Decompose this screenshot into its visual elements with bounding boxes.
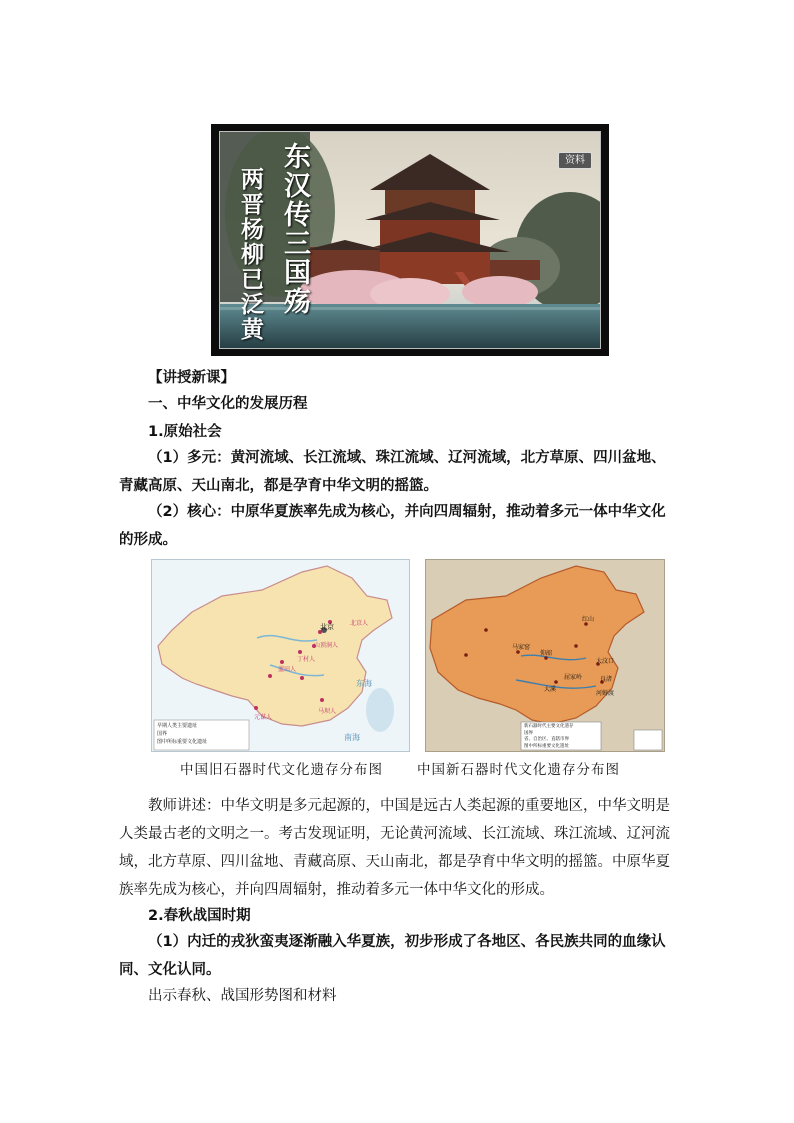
- subheading-2: 2.春秋战国时期: [148, 908, 251, 924]
- paleolithic-map: [151, 559, 410, 752]
- show-materials: 出示春秋、战国形势图和材料: [148, 988, 337, 1004]
- label-yangshao: 仰韶: [540, 650, 553, 657]
- label-daxi: 大溪: [544, 686, 557, 693]
- legend-item: 新石器时代主要文化遗存: [524, 724, 574, 729]
- point-3: （1）内迁的戎狄蛮夷逐渐融入华夏族，初步形成了各地区、各民族共同的血缘认同、文化认同。: [119, 934, 666, 978]
- heading-1: 一、中华文化的发展历程: [148, 396, 308, 412]
- legend-item: 图中所标重要文化遗址: [157, 739, 208, 745]
- label-majiayao: 马家窑: [512, 644, 531, 651]
- source-badge: 资料: [558, 152, 592, 169]
- label-ren-a: 北京人: [350, 620, 369, 627]
- map1-caption: 中国旧石器时代文化遗存分布图: [180, 762, 383, 778]
- point-2: （2）核心：中原华夏族率先成为核心，并向四周辐射，推动着多元一体中华文化的形成。: [119, 504, 666, 548]
- label-sea-east: 东海: [356, 679, 372, 688]
- subheading-1: 1.原始社会: [148, 424, 222, 440]
- label-hongshan: 红山: [582, 616, 595, 623]
- poem-line-1: 东汉传三国殇: [279, 142, 310, 316]
- map2-caption: 中国新石器时代文化遗存分布图: [417, 762, 620, 778]
- teacher-talk: 教师讲述：中华文明是多元起源的，中国是远古人类起源的重要地区，中华文明是人类最古老的文明之一。考古发现证明，无论黄河流域、长江流域、珠江流域、辽河流域，北方草原、四川盆地、青藏高原、天山南北，都是孕育中华文明的摇篮。中原华夏族率先成为核心，并向四周辐射，推动着多元一体中华文化的形成。: [119, 798, 670, 898]
- label-ren-b: 山顶洞人: [314, 642, 339, 649]
- neolithic-map: [425, 559, 665, 752]
- label-liangzhu: 良渚: [600, 676, 613, 683]
- legend-item: 早期人类主要遗址: [157, 723, 198, 729]
- label-ren-e: 元谋人: [254, 714, 273, 721]
- label-sea-south: 南海: [344, 733, 360, 742]
- point-1: （1）多元：黄河流域、长江流域、珠江流域、辽河流域，北方草原、四川盆地、青藏高原、天山南北，都是孕育中华文明的摇篮。: [119, 450, 666, 494]
- legend-item: 图中所标重要文化遗址: [524, 743, 569, 749]
- label-ren-c: 丁村人: [297, 656, 316, 663]
- hero-image: [211, 124, 609, 356]
- legend-item: 省、自治区、直辖市界: [524, 737, 569, 742]
- label-dawenkou: 大汶口: [596, 658, 615, 665]
- label-ren-f: 马坝人: [318, 708, 337, 715]
- label-beijing: 北京: [320, 623, 334, 631]
- label-qujialing: 屈家岭: [564, 674, 583, 681]
- map1-legend: [157, 722, 207, 746]
- legend-item: 国界: [157, 731, 168, 737]
- map2-legend: [524, 724, 574, 750]
- label-hemudu: 河姆渡: [596, 690, 615, 697]
- hero-picture: [219, 131, 601, 349]
- section-header: 【讲授新课】: [148, 370, 235, 386]
- legend-item: 国界: [524, 730, 533, 736]
- poem-line-2: 两晋杨柳已泛黄: [237, 167, 264, 342]
- label-ren-d: 蓝田人: [278, 666, 297, 673]
